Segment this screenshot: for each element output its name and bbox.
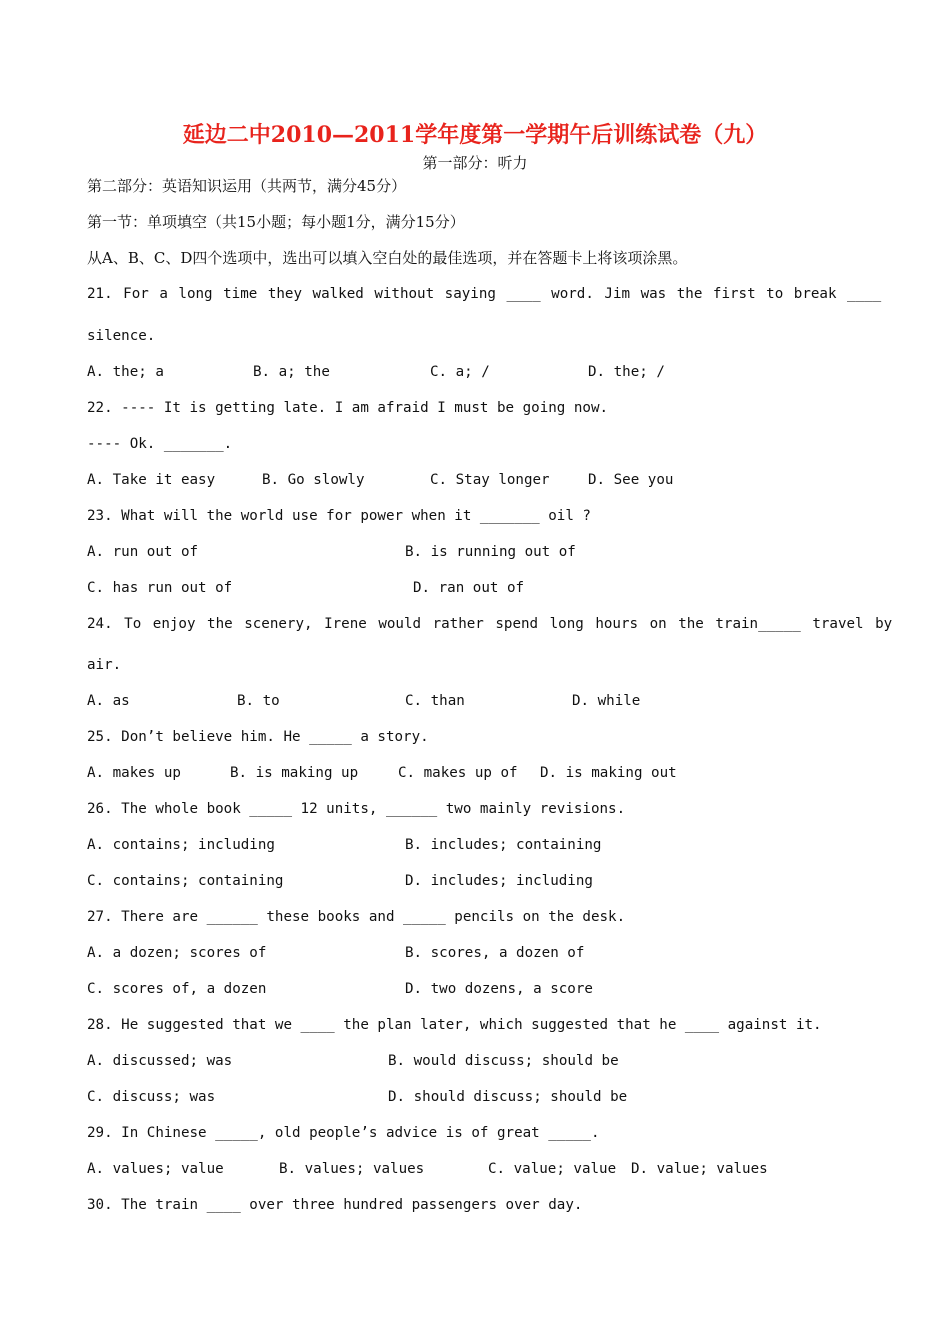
question-24-option-d: D. while — [572, 693, 641, 709]
question-27-option-d: D. two dozens, a score — [405, 981, 593, 997]
question-22-option-d: D. See you — [588, 472, 674, 488]
question-29-option-c: C. value; value — [488, 1161, 617, 1177]
question-24-option-b: B. to — [237, 693, 280, 709]
question-28-option-c: C. discuss; was — [87, 1089, 216, 1105]
question-28-stem: 28. He suggested that we ____ the plan later, which suggested that he ____ against it. — [87, 1017, 822, 1033]
part1-heading: 第一部分：听力 — [422, 154, 528, 172]
question-21-option-a: A. the; a — [87, 364, 164, 380]
question-22-option-a: A. Take it easy — [87, 472, 216, 488]
question-21-stem-cont: silence. — [87, 328, 156, 344]
question-21-option-d: D. the; / — [588, 364, 665, 380]
question-29-option-b: B. values; values — [279, 1161, 425, 1177]
question-26-option-d: D. includes; including — [405, 873, 593, 889]
question-28-option-a: A. discussed; was — [87, 1053, 233, 1069]
question-26-option-b: B. includes; containing — [405, 837, 602, 853]
question-27-option-b: B. scores, a dozen of — [405, 945, 585, 961]
question-24-stem-cont: air. — [87, 657, 122, 673]
question-23-stem: 23. What will the world use for power when it _______ oil ? — [87, 508, 591, 524]
question-25-option-a: A. makes up — [87, 765, 181, 781]
question-22-option-c: C. Stay longer — [430, 472, 550, 488]
exam-title: 延边二中2010—2011学年度第一学期午后训练试卷（九） — [182, 122, 768, 148]
question-29-option-d: D. value; values — [631, 1161, 768, 1177]
question-26-option-c: C. contains; containing — [87, 873, 284, 889]
question-24-stem: 24. To enjoy the scenery, Irene would rather spend long hours on the train_____ travel by — [87, 616, 893, 632]
question-28-option-b: B. would discuss; should be — [388, 1053, 619, 1069]
question-29-stem: 29. In Chinese _____, old people’s advice is of great _____. — [87, 1125, 600, 1141]
question-21-option-c: C. a; / — [430, 364, 490, 380]
question-23-option-d: D. ran out of — [413, 580, 525, 596]
question-22-option-b: B. Go slowly — [262, 472, 365, 488]
question-24-option-c: C. than — [405, 693, 465, 709]
question-23-option-b: B. is running out of — [405, 544, 576, 560]
question-24-option-a: A. as — [87, 693, 130, 709]
question-30-stem: 30. The train ____ over three hundred passengers over day. — [87, 1197, 583, 1213]
question-25-option-d: D. is making out — [540, 765, 677, 781]
instruction-text: 从A、B、C、D四个选项中，选出可以填入空白处的最佳选项，并在答题卡上将该项涂黑。 — [87, 249, 688, 267]
question-23-option-c: C. has run out of — [87, 580, 233, 596]
question-25-stem: 25. Don’t believe him. He _____ a story. — [87, 729, 429, 745]
question-25-option-c: C. makes up of — [398, 765, 518, 781]
question-29-option-a: A. values; value — [87, 1161, 224, 1177]
question-23-option-a: A. run out of — [87, 544, 199, 560]
question-21-option-b: B. a; the — [253, 364, 330, 380]
question-26-stem: 26. The whole book _____ 12 units, ______ two mainly revisions. — [87, 801, 626, 817]
question-25-option-b: B. is making up — [230, 765, 359, 781]
question-28-option-d: D. should discuss; should be — [388, 1089, 628, 1105]
section1-heading: 第一节：单项填空（共15小题；每小题1分，满分15分） — [87, 213, 465, 231]
question-21-stem: 21. For a long time they walked without saying ____ word. Jim was the first to break ____ — [87, 286, 882, 302]
question-27-option-c: C. scores of, a dozen — [87, 981, 267, 997]
question-22-stem: 22. ---- It is getting late. I am afraid I must be going now. — [87, 400, 609, 416]
question-22-stem-cont: ---- Ok. _______. — [87, 436, 233, 452]
question-27-stem: 27. There are ______ these books and _____ pencils on the desk. — [87, 909, 626, 925]
question-26-option-a: A. contains; including — [87, 837, 275, 853]
question-27-option-a: A. a dozen; scores of — [87, 945, 267, 961]
part2-heading: 第二部分：英语知识运用（共两节，满分45分） — [87, 177, 407, 195]
